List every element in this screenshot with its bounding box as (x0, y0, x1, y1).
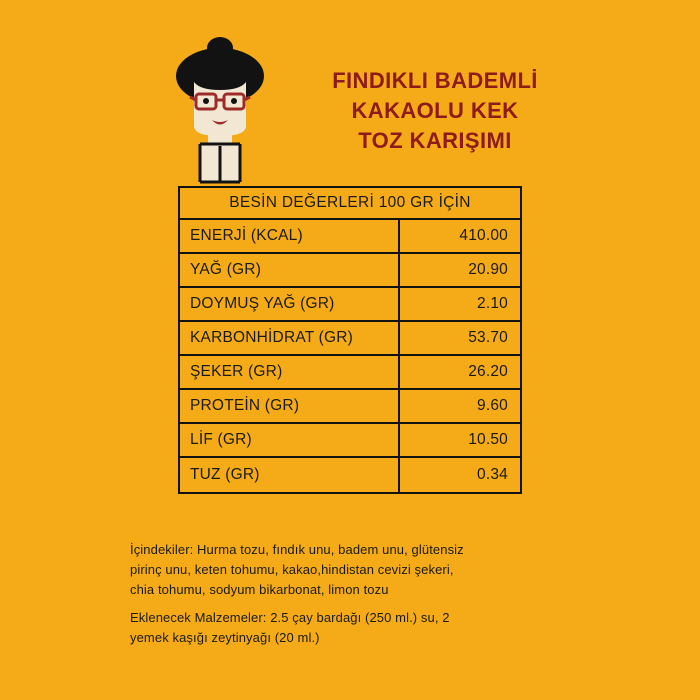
product-title-line-2: KAKAOLU KEK (351, 98, 519, 123)
nutrient-label: TUZ (GR) (190, 466, 260, 483)
product-title (300, 66, 570, 156)
added-ingredients-line-2: yemek kaşığı zeytinyağı (20 ml.) (130, 630, 320, 645)
table-row (180, 458, 520, 492)
nutrient-label: ŞEKER (GR) (190, 363, 283, 380)
table-row (180, 254, 520, 288)
table-row (180, 356, 520, 390)
nutrient-value: 0.34 (398, 458, 520, 492)
nutrient-value: 2.10 (398, 288, 520, 320)
nutrient-value: 9.60 (398, 390, 520, 422)
ingredients-list (130, 540, 580, 600)
nutrient-value: 20.90 (398, 254, 520, 286)
ingredients-line-3: chia tohumu, sodyum bikarbonat, limon tozu (130, 582, 389, 597)
nutrient-label: PROTEİN (GR) (190, 397, 300, 414)
mascot-illustration (160, 34, 280, 194)
nutrition-table (178, 186, 522, 494)
added-ingredients-line-1: Eklenecek Malzemeler: 2.5 çay bardağı (250 ml.) su, 2 (130, 610, 450, 625)
product-title-line-3: TOZ KARIŞIMI (358, 128, 512, 153)
added-ingredients-note (130, 608, 580, 648)
table-row (180, 390, 520, 424)
nutrient-value: 26.20 (398, 356, 520, 388)
table-row (180, 424, 520, 458)
nutrition-table-header-row (180, 188, 520, 220)
product-title-line-1: FINDIKLI BADEMLİ (332, 68, 538, 93)
nutrient-label: LİF (GR) (190, 431, 252, 448)
nutrient-value: 410.00 (398, 220, 520, 252)
ingredients-line-1: İçindekiler: Hurma tozu, fındık unu, badem unu, glütensiz (130, 542, 464, 557)
ingredients-section (130, 540, 580, 648)
ingredients-line-2: pirinç unu, keten tohumu, kakao,hindistan cevizi şekeri, (130, 562, 454, 577)
nutrition-table-header-label: BESİN DEĞERLERİ 100 GR İÇİN (229, 194, 471, 211)
nutrient-label: KARBONHİDRAT (GR) (190, 329, 354, 346)
nutrient-label: DOYMUŞ YAĞ (GR) (190, 295, 335, 312)
nutrient-label: ENERJİ (KCAL) (190, 227, 303, 244)
nutrient-value: 10.50 (398, 424, 520, 456)
header (0, 28, 700, 188)
table-row (180, 220, 520, 254)
table-row (180, 288, 520, 322)
table-row (180, 322, 520, 356)
nutrient-value: 53.70 (398, 322, 520, 354)
nutrient-label: YAĞ (GR) (190, 261, 262, 278)
